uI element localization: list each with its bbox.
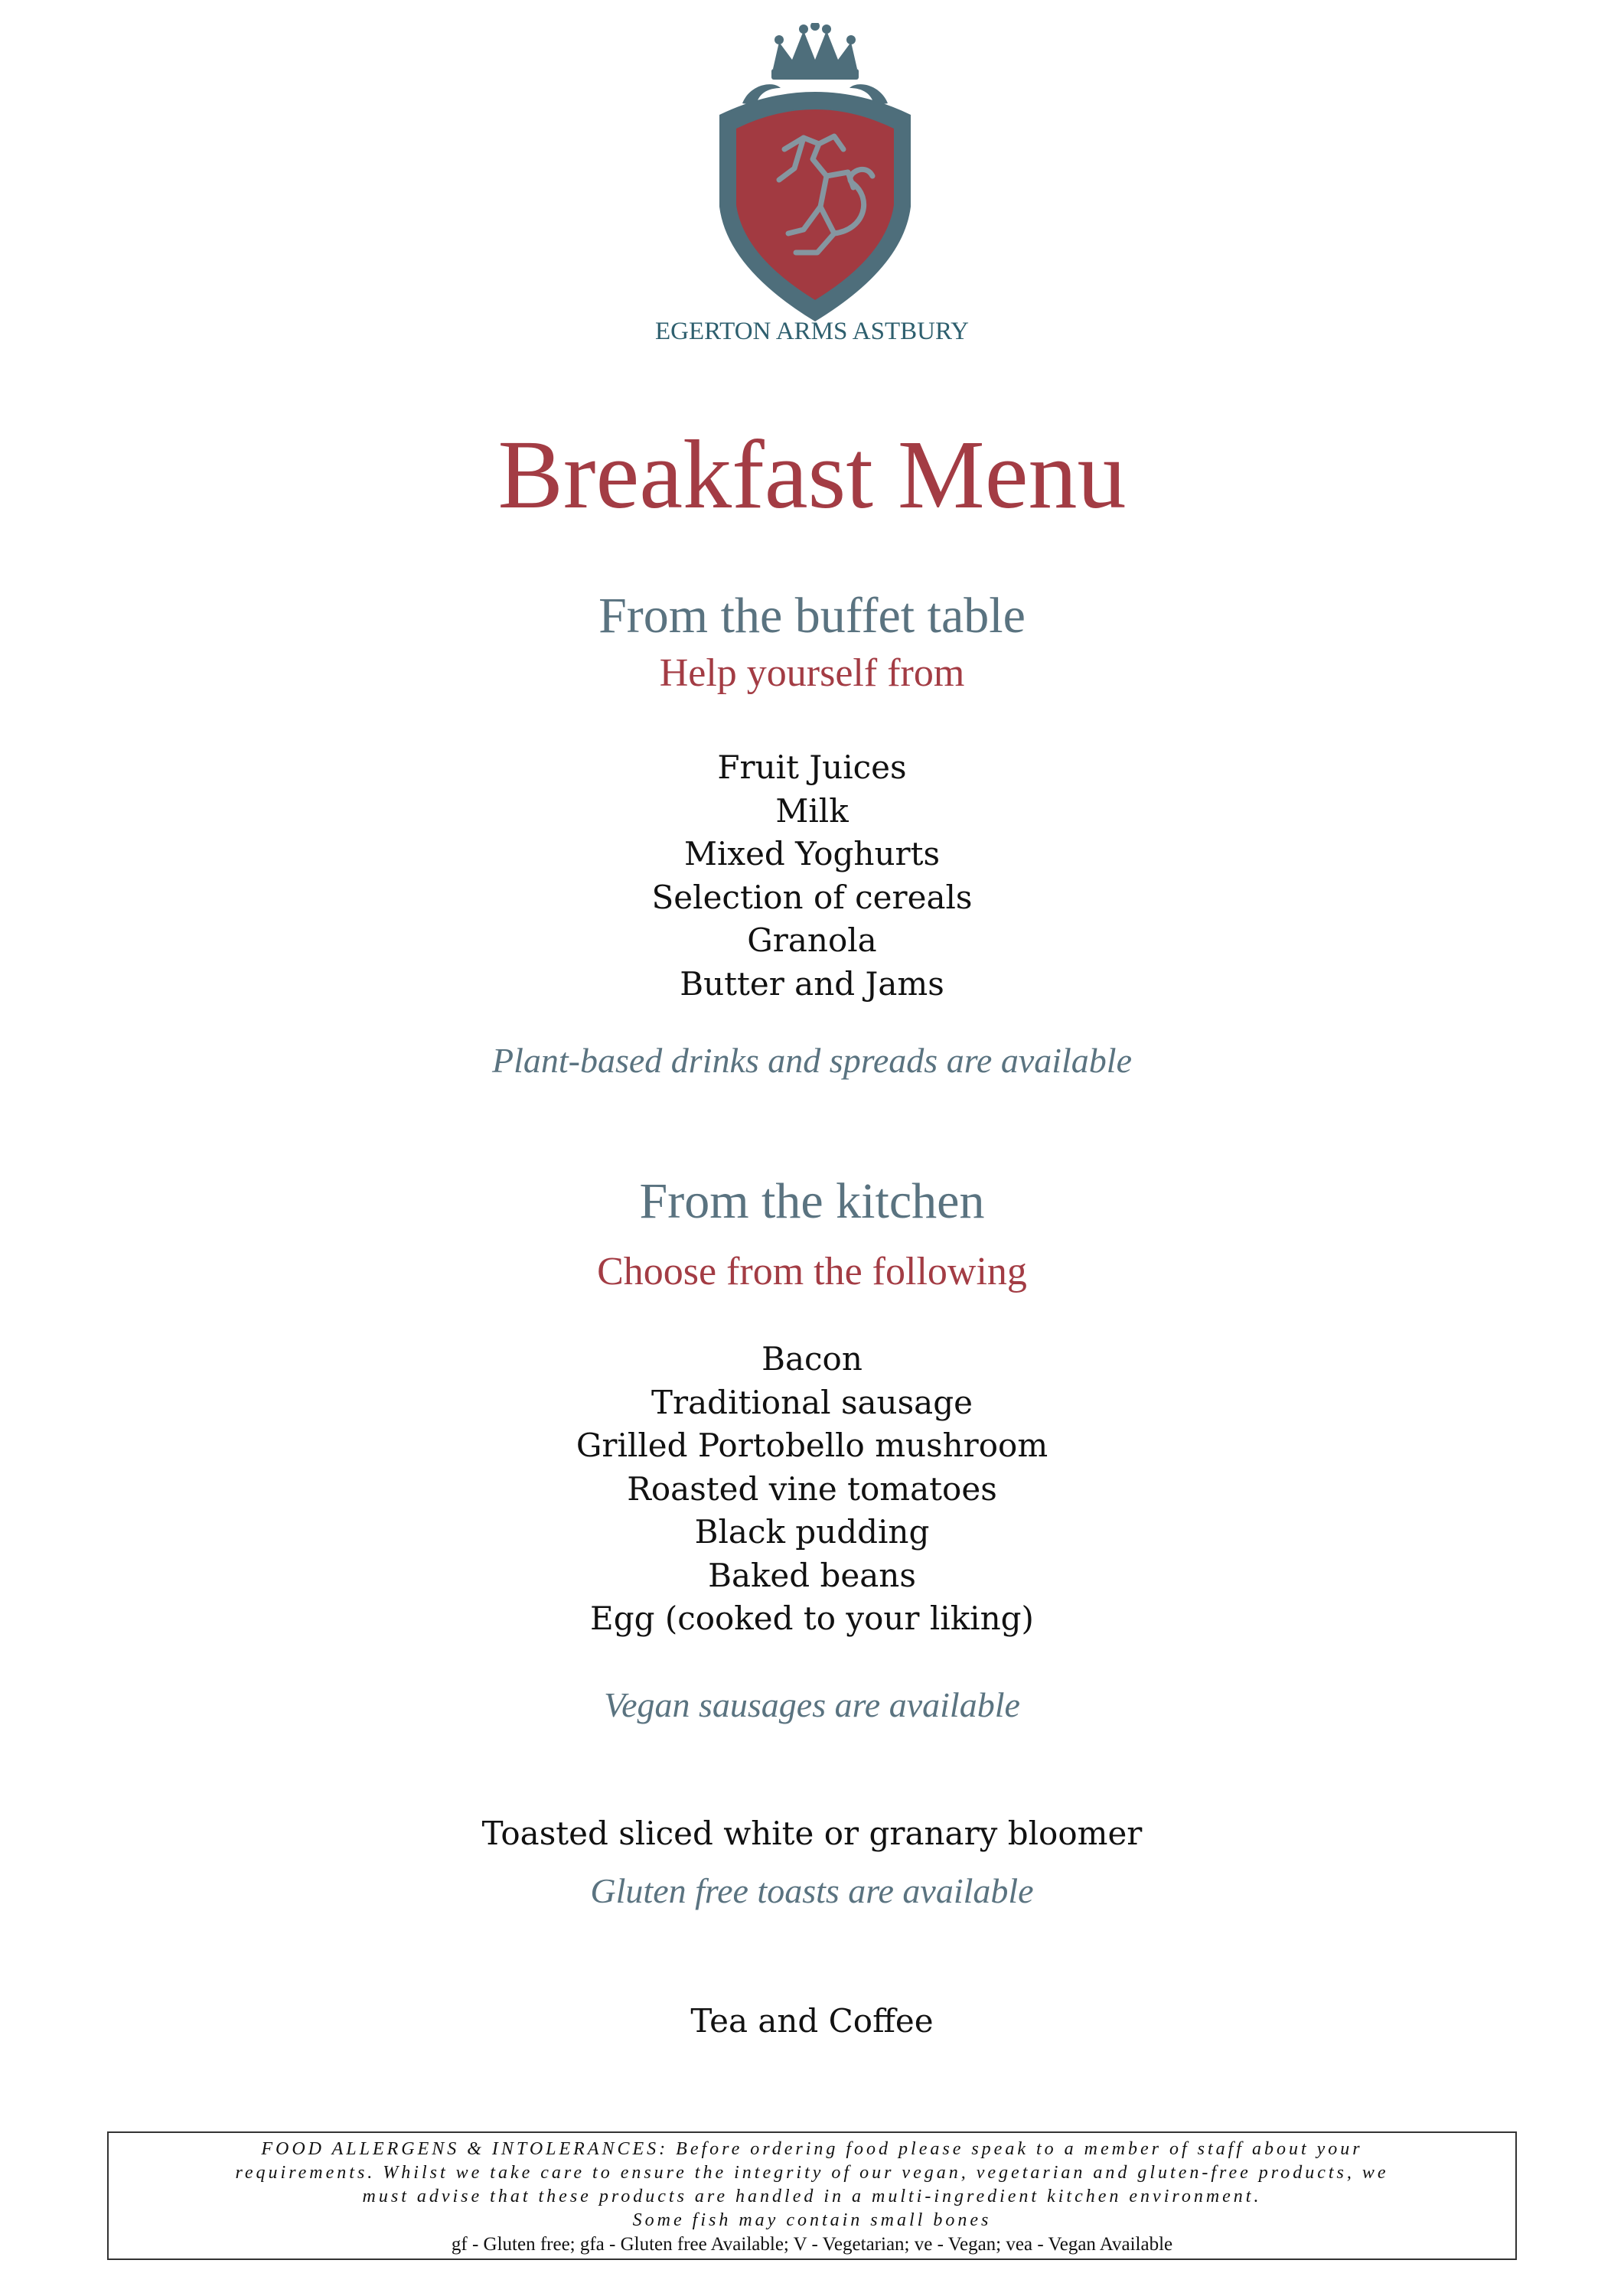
list-item: Butter and Jams: [680, 964, 944, 1003]
buffet-note: Plant-based drinks and spreads are available: [492, 1041, 1132, 1080]
list-item: Baked beans: [708, 1556, 916, 1594]
buffet-item-list: [0, 746, 1624, 1006]
kitchen-heading: From the kitchen: [639, 1173, 985, 1229]
list-item: Roasted vine tomatoes: [627, 1469, 997, 1508]
buffet-subheading: Help yourself from: [659, 651, 965, 695]
list-item: Mixed Yoghurts: [683, 835, 941, 872]
kitchen-item-list: [0, 1338, 1624, 1641]
allergen-text-line: FOOD ALLERGENS & INTOLERANCES: Before ordering food please speak to a member of staff about your: [261, 2139, 1363, 2159]
list-item: Black pudding: [694, 1513, 930, 1551]
list-item: Fruit Juices: [717, 748, 907, 786]
list-item: Granola: [747, 921, 877, 959]
allergen-text-line: requirements. Whilst we take care to ensure the integrity of our vegan, vegetarian and gluten-free products, we: [235, 2163, 1389, 2183]
page-title: Breakfast Menu: [497, 420, 1127, 529]
allergen-text-line: must advise that these products are handled in a multi-ingredient kitchen environment.: [362, 2187, 1262, 2206]
kitchen-subheading: Choose from the following: [597, 1250, 1027, 1293]
toast-item: Toasted sliced white or granary bloomer: [481, 1815, 1143, 1852]
list-item: Traditional sausage: [651, 1383, 973, 1421]
drinks-item: Tea and Coffee: [690, 2002, 934, 2040]
list-item: Selection of cereals: [651, 878, 973, 916]
toast-note: Gluten free toasts are available: [590, 1871, 1034, 1910]
egerton-arms-crest-logo: [719, 23, 911, 344]
allergen-notice-box: [107, 2131, 1517, 2260]
brand-name: EGERTON ARMS ASTBURY: [654, 318, 969, 345]
kitchen-note: Vegan sausages are available: [604, 1685, 1020, 1724]
dietary-legend: gf - Gluten free; gfa - Gluten free Available; V - Vegetarian; ve - Vegan; vea - Vegan Available: [451, 2234, 1173, 2255]
buffet-heading: From the buffet table: [598, 588, 1026, 644]
list-item: Milk: [775, 791, 849, 830]
allergen-text-line: Some fish may contain small bones: [632, 2210, 992, 2230]
list-item: Bacon: [761, 1340, 863, 1378]
shield-icon: [719, 92, 911, 321]
list-item: Egg (cooked to your liking): [590, 1600, 1034, 1637]
list-item: Grilled Portobello mushroom: [576, 1427, 1048, 1464]
